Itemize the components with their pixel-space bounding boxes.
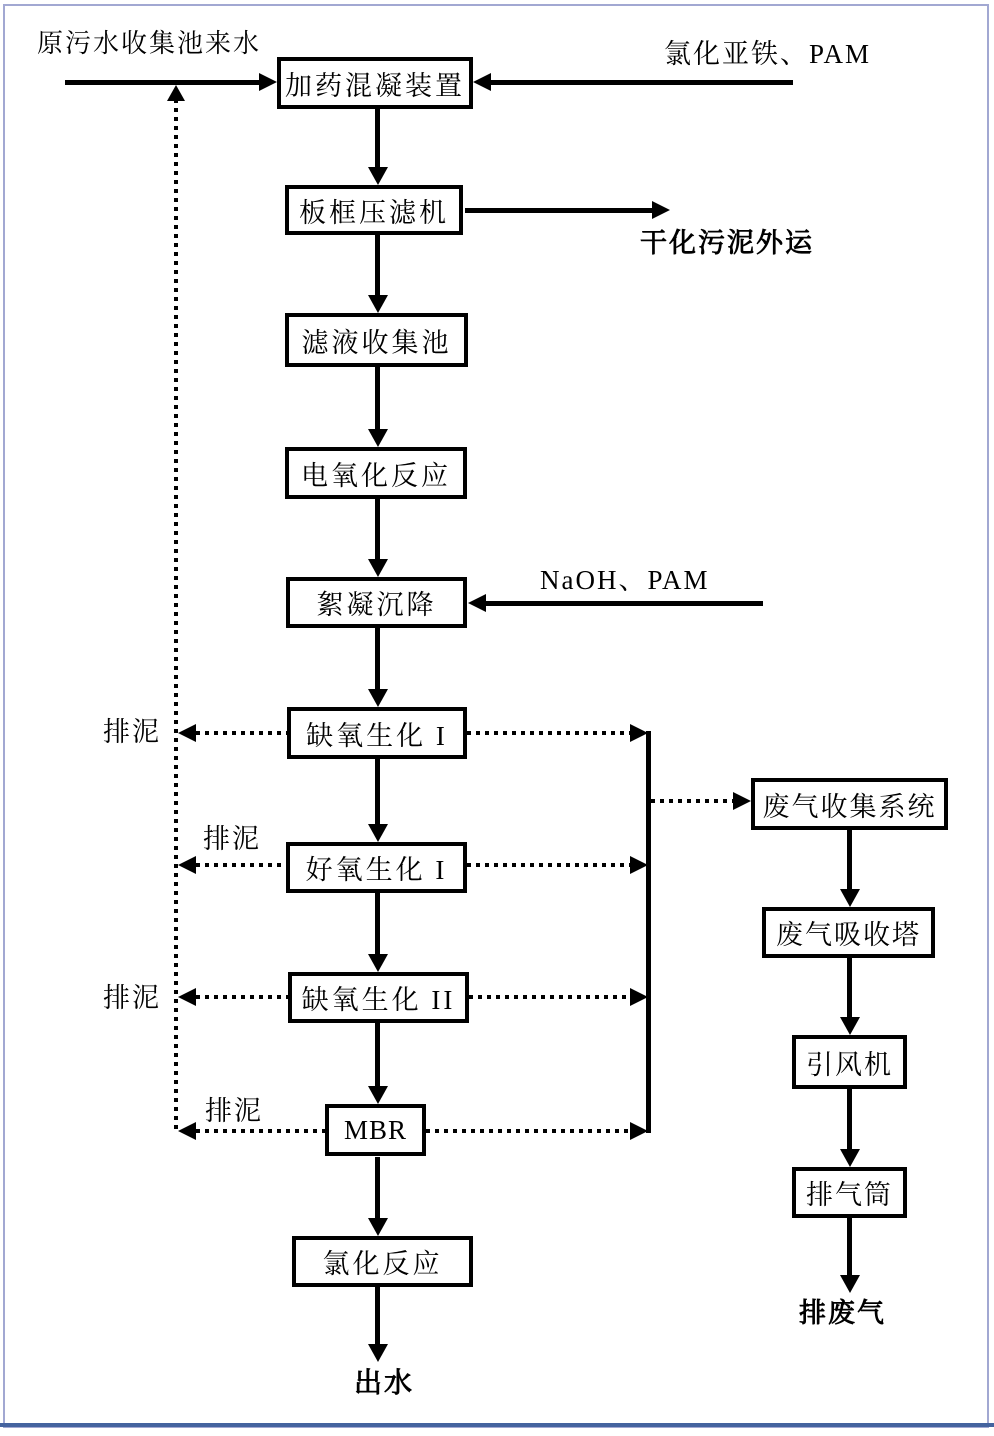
arrow-down (368, 1218, 388, 1236)
arrow-down (368, 689, 388, 707)
naoh-feed-line (486, 601, 763, 606)
node-dosing-coagulation: 加药混凝装置 (277, 57, 473, 109)
flow-line (375, 1023, 380, 1086)
flow-line (375, 1157, 380, 1218)
node-plate-frame-filter-press: 板框压滤机 (285, 185, 463, 235)
sludge-discharge-label-4: 排泥 (205, 1096, 263, 1126)
arrow-left-sludge-4 (178, 1122, 196, 1140)
gas-dotted-line-2 (467, 863, 630, 867)
flow-line (847, 1089, 852, 1149)
node-induced-draft-fan: 引风机 (792, 1035, 907, 1089)
arrow-right-dried-sludge (652, 201, 670, 219)
sludge-discharge-label-2: 排泥 (203, 824, 261, 854)
flow-line (375, 235, 380, 295)
influent-line (65, 80, 259, 85)
arrow-left-sludge-1 (178, 724, 196, 742)
flow-line (375, 1287, 380, 1344)
influent-label: 原污水收集池来水 (37, 29, 262, 58)
sludge-discharge-label-3: 排泥 (103, 983, 161, 1013)
node-exhaust-stack: 排气筒 (792, 1167, 907, 1218)
node-flocculation-sedimentation: 絮凝沉降 (286, 577, 467, 628)
arrow-right-influent (259, 73, 277, 91)
sludge-dotted-line-4 (196, 1129, 325, 1133)
node-filtrate-collection-tank: 滤液收集池 (285, 313, 468, 367)
arrow-left-sludge-2 (178, 856, 196, 874)
arrow-up-sludge-return (167, 85, 185, 101)
node-mbr: MBR (325, 1104, 426, 1156)
flow-line (375, 628, 380, 689)
sludge-dotted-line-3 (196, 995, 288, 999)
arrow-down (368, 824, 388, 842)
arrow-down (368, 559, 388, 577)
flow-line (375, 367, 380, 429)
arrow-down (368, 954, 388, 972)
gas-dotted-line-3 (469, 995, 630, 999)
coagulant-feed-line (491, 80, 793, 85)
dried-sludge-label: 干化污泥外运 (640, 228, 814, 258)
node-electro-oxidation: 电氧化反应 (285, 447, 467, 499)
sludge-dotted-line-1 (196, 731, 287, 735)
arrow-right-gas-branch (733, 792, 751, 810)
arrow-left-naoh (468, 594, 486, 612)
naoh-feed-label: NaOH、PAM (540, 565, 710, 595)
gas-dotted-line-4 (426, 1129, 630, 1133)
arrow-left-sludge-3 (178, 988, 196, 1006)
node-anoxic-bio-1: 缺氧生化 I (287, 707, 467, 759)
arrow-down-exhaust (840, 1275, 860, 1293)
arrow-down (368, 429, 388, 447)
arrow-down (840, 1149, 860, 1167)
node-gas-collection-system: 废气收集系统 (751, 778, 948, 830)
flow-line (375, 893, 380, 954)
flow-line (847, 830, 852, 889)
arrow-down (368, 295, 388, 313)
gas-dotted-line-1 (467, 731, 630, 735)
dried-sludge-line (465, 208, 652, 213)
flow-line (375, 109, 380, 167)
coagulant-feed-label: 氯化亚铁、PAM (664, 39, 872, 69)
node-anoxic-bio-2: 缺氧生化 II (288, 972, 469, 1023)
flow-line (847, 1218, 852, 1275)
node-gas-absorption-tower: 废气吸收塔 (762, 907, 935, 958)
gas-collector-line (646, 731, 651, 1133)
arrow-left-coagulant (473, 73, 491, 91)
diagram-frame-bottom (0, 1423, 994, 1427)
flow-line (375, 499, 380, 559)
arrow-down (368, 167, 388, 185)
sludge-discharge-label-1: 排泥 (103, 717, 161, 747)
sludge-dotted-line-2 (196, 863, 286, 867)
arrow-down (840, 1017, 860, 1035)
gas-branch-dotted-line (651, 799, 733, 803)
arrow-down-effluent (368, 1344, 388, 1362)
sludge-return-dotted-line (174, 99, 178, 1133)
flow-line (375, 759, 380, 824)
flow-line (847, 958, 852, 1017)
node-aerobic-bio-1: 好氧生化 I (286, 842, 467, 893)
effluent-label: 出水 (354, 1368, 415, 1399)
arrow-down (368, 1086, 388, 1104)
arrow-down (840, 889, 860, 907)
node-chlorination: 氯化反应 (292, 1236, 473, 1287)
exhaust-out-label: 排废气 (799, 1298, 886, 1328)
